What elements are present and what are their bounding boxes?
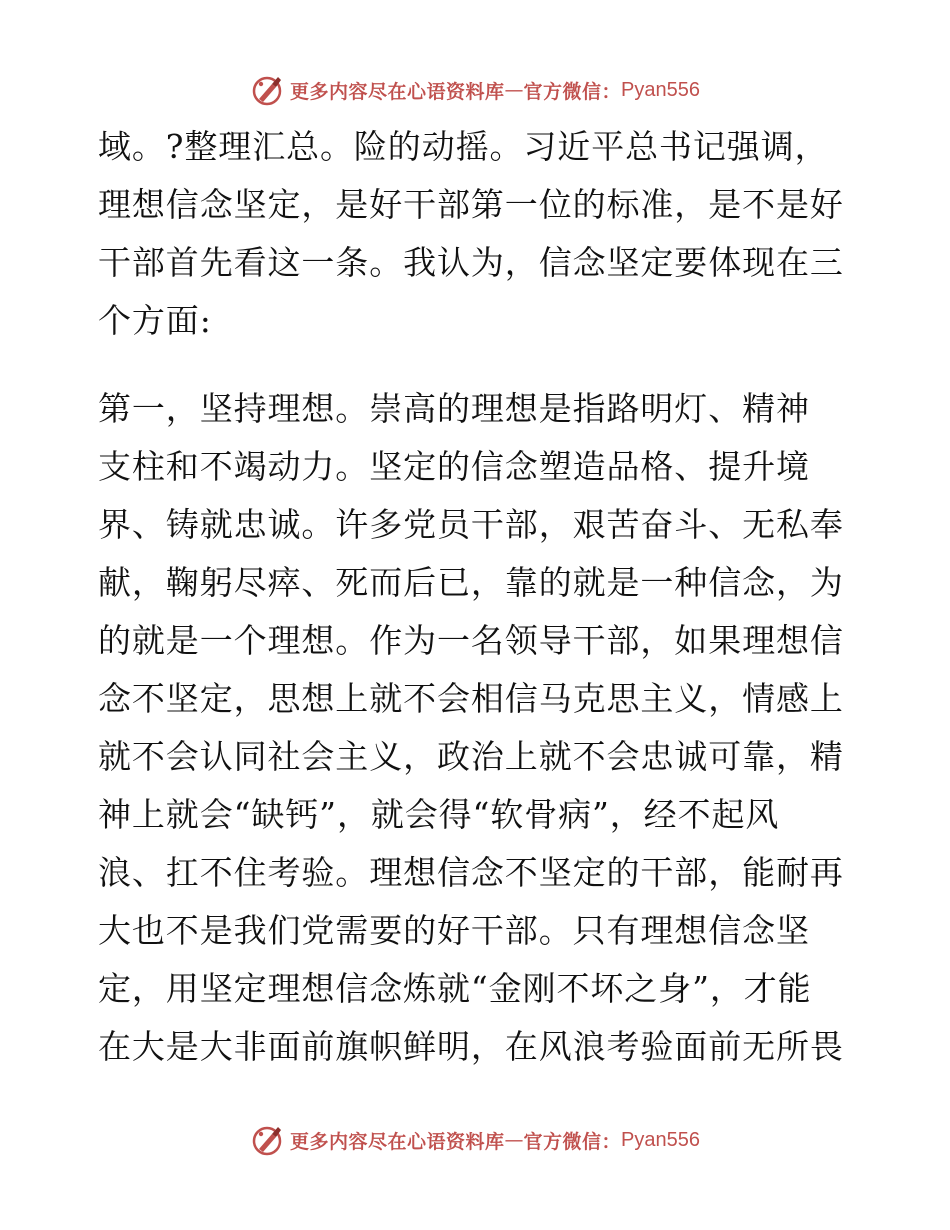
banner-wechat-label: 官方微信：: [523, 80, 622, 103]
banner-title: 更多内容尽在心语资料库: [290, 80, 505, 103]
document-body: [98, 118, 850, 1076]
text-line: 就不会认同社会主义，政治上就不会忠诚可靠，精: [98, 737, 844, 776]
text-line: 的就是一个理想。作为一名领导干部，如果理想信: [98, 621, 844, 660]
pen-logo-icon: [250, 1122, 286, 1158]
text-line: 理想信念坚定，是好干部第一位的标准，是不是好: [98, 185, 844, 224]
banner-wechat-id: Pyan556: [621, 78, 700, 101]
footer-banner: [0, 1120, 950, 1160]
text-line: 域。?整理汇总。险的动摇。习近平总书记强调，: [98, 127, 829, 166]
banner-separator: —: [504, 79, 524, 101]
text-line: 支柱和不竭动力。坚定的信念塑造品格、提升境: [98, 447, 810, 486]
paragraph-gap: [98, 350, 850, 380]
text-line: 献，鞠躬尽瘁、死而后已，靠的就是一种信念，为: [98, 563, 844, 602]
paragraph-1: [98, 118, 850, 350]
banner-wechat-id: Pyan556: [621, 1128, 700, 1151]
text-line: 大也不是我们党需要的好干部。只有理想信念坚: [98, 911, 810, 950]
text-line: 神上就会“缺钙”，就会得“软骨病”，经不起风: [98, 795, 780, 834]
text-line: 界、铸就忠诚。许多党员干部，艰苦奋斗、无私奉: [98, 505, 844, 544]
text-line: 念不坚定，思想上就不会相信马克思主义，情感上: [98, 679, 844, 718]
pen-logo-icon: [250, 72, 286, 108]
text-line: 定，用坚定理想信念炼就“金刚不坏之身”，才能: [98, 969, 812, 1008]
paragraph-2: [98, 380, 850, 1076]
text-line: 干部首先看这一条。我认为，信念坚定要体现在三: [98, 243, 844, 282]
banner-title: 更多内容尽在心语资料库: [290, 1130, 505, 1153]
header-banner: [0, 70, 950, 110]
text-line: 个方面:: [98, 301, 212, 340]
text-line: 在大是大非面前旗帜鲜明，在风浪考验面前无所畏: [98, 1027, 844, 1066]
banner-separator: —: [504, 1129, 524, 1151]
text-line: 浪、扛不住考验。理想信念不坚定的干部，能耐再: [98, 853, 844, 892]
text-line: 第一，坚持理想。崇高的理想是指路明灯、精神: [98, 389, 810, 428]
banner-wechat-label: 官方微信：: [523, 1130, 622, 1153]
